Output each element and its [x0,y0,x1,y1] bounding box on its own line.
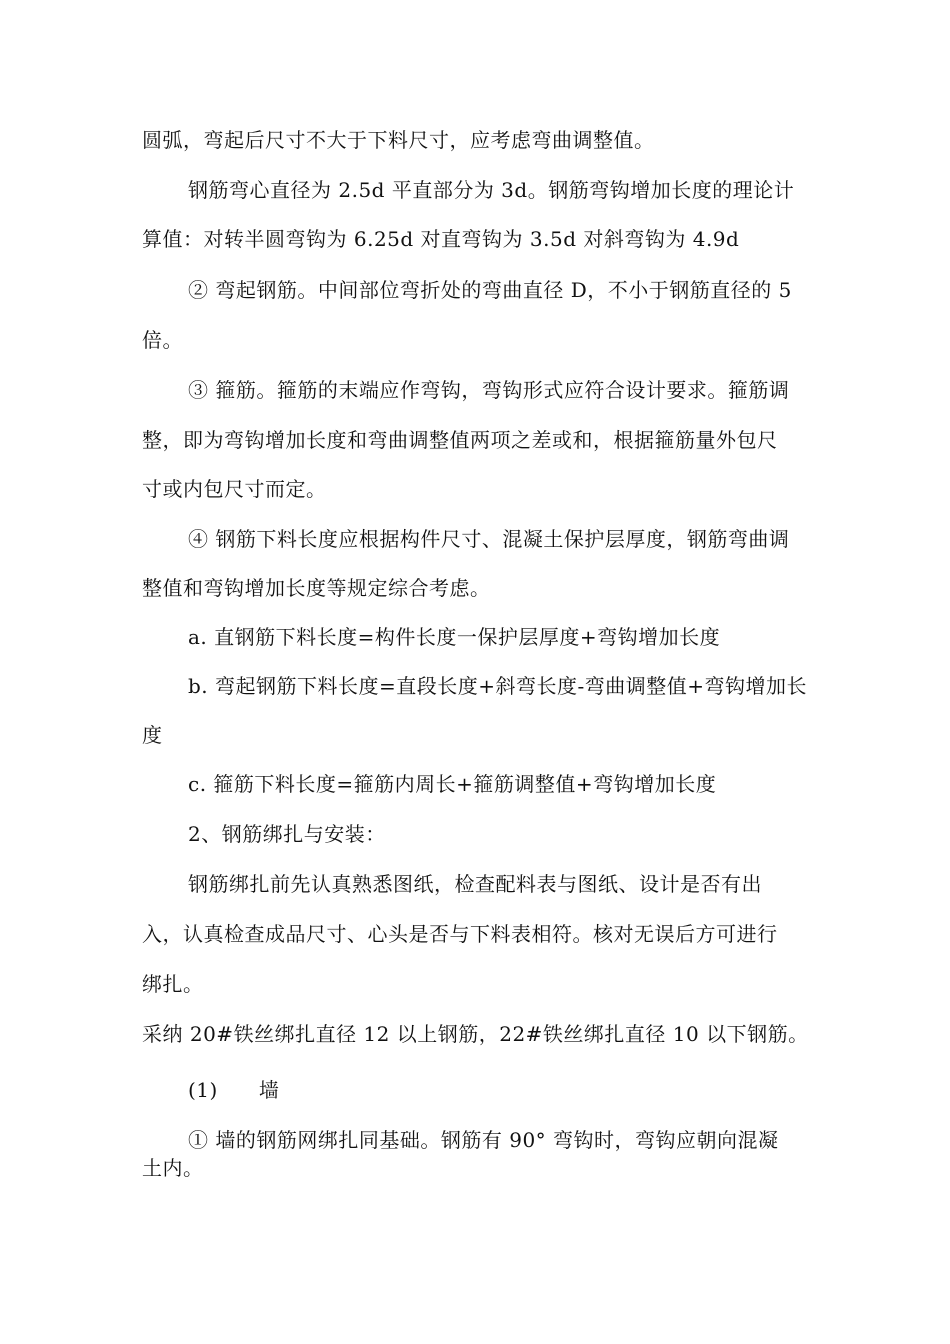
text-line: 钢筋弯心直径为 2.5d 平直部分为 3d。钢筋弯钩增加长度的理论计 [188,178,795,202]
text-line: 算值：对转半圆弯钩为 6.25d 对直弯钩为 3.5d 对斜弯钩为 4.9d [142,227,740,251]
text-line: b. 弯起钢筋下料长度=直段长度+斜弯长度-弯曲调整值+弯钩增加长 [188,674,808,698]
text-line: a. 直钢筋下料长度=构件长度一保护层厚度+弯钩增加长度 [188,625,721,649]
subsection-heading: (1) 墙 [188,1078,280,1102]
text-line: 度 [142,723,163,747]
text-line: 土内。 [142,1156,204,1180]
text-line: ② 弯起钢筋。中间部位弯折处的弯曲直径 D，不小于钢筋直径的 5 [188,278,792,302]
text-line: 圆弧，弯起后尺寸不大于下料尺寸，应考虑弯曲调整值。 [142,128,655,152]
text-line: 整值和弯钩增加长度等规定综合考虑。 [142,576,491,600]
text-line: ③ 箍筋。箍筋的末端应作弯钩，弯钩形式应符合设计要求。箍筋调 [188,378,790,402]
text-line: c. 箍筋下料长度=箍筋内周长+箍筋调整值+弯钩增加长度 [188,772,717,796]
section-heading: 2、钢筋绑扎与安装： [188,822,386,846]
text-line: 钢筋绑扎前先认真熟悉图纸，检查配料表与图纸、设计是否有出 [188,872,762,896]
text-line: ④ 钢筋下料长度应根据构件尺寸、混凝土保护层厚度，钢筋弯曲调 [188,527,790,551]
text-line: 寸或内包尺寸而定。 [142,477,327,501]
text-line: 倍。 [142,328,183,352]
text-line: 采纳 20#铁丝绑扎直径 12 以上钢筋，22#铁丝绑扎直径 10 以下钢筋。 [142,1022,809,1046]
text-line: 整，即为弯钩增加长度和弯曲调整值两项之差或和，根据箍筋量外包尺 [142,428,778,452]
text-line: 绑扎。 [142,972,204,996]
text-line: 入，认真检查成品尺寸、心头是否与下料表相符。核对无误后方可进行 [142,922,778,946]
text-line: ① 墙的钢筋网绑扎同基础。钢筋有 90° 弯钩时，弯钩应朝向混凝 [188,1128,779,1152]
